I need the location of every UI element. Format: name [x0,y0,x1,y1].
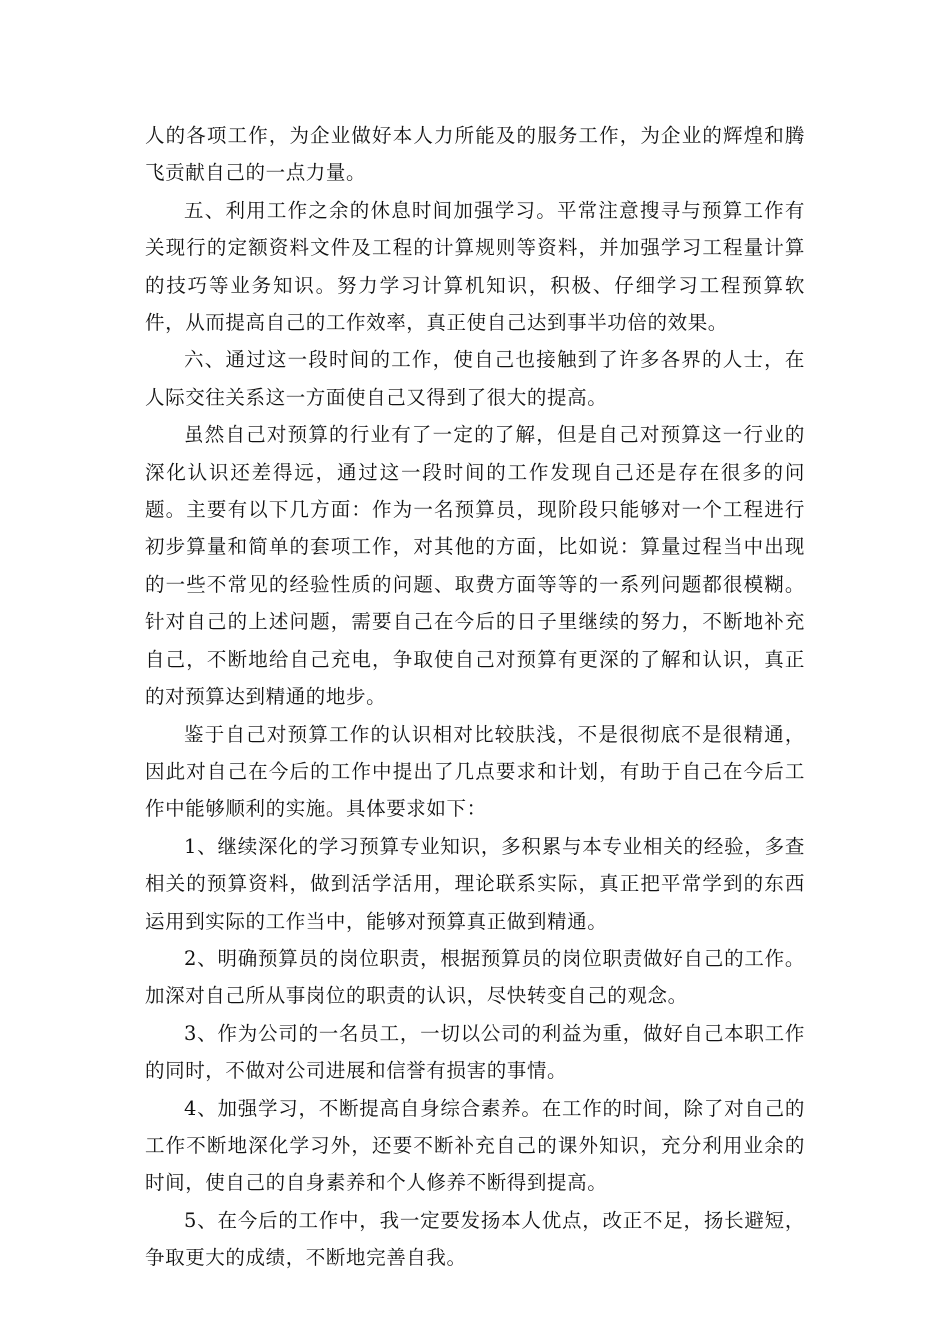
paragraph-requirement-4: 4、加强学习，不断提高自身综合素养。在工作的时间，除了对自己的工作不断地深化学习外，还要不断补充自己的课外知识，充分利用业余的时间，使自己的自身素养和个人修养不断得到提高。 [145,1096,805,1195]
paragraph-requirement-5: 5、在今后的工作中，我一定要发扬本人优点，改正不足，扬长避短，争取更大的成绩，不断地完善自我。 [145,1208,805,1270]
document-body [145,117,805,1277]
paragraph-continuation: 人的各项工作，为企业做好本人力所能及的服务工作，为企业的辉煌和腾飞贡献自己的一点力量。 [145,124,805,185]
paragraph-requirement-1: 1、继续深化的学习预算专业知识，多积累与本专业相关的经验，多查相关的预算资料，做到活学活用，理论联系实际，真正把平常学到的东西运用到实际的工作当中，能够对预算真正做到精通。 [145,834,805,933]
paragraph-shortcomings: 虽然自己对预算的行业有了一定的了解，但是自己对预算这一行业的深化认识还差得远，通过这一段时间的工作发现自己还是存在很多的问题。主要有以下几方面：作为一名预算员，现阶段只能够对一个工程进行初步算量和简单的套项工作，对其他的方面，比如说：算量过程当中出现的一些不常见的经验性质的问题、取费方面等等的一系列问题都很模糊。针对自己的上述问题，需要自己在今后的日子里继续的努力，不断地补充自己，不断地给自己充电，争取使自己对预算有更深的了解和认识，真正的对预算达到精通的地步。 [145,423,805,709]
paragraph-requirement-2: 2、明确预算员的岗位职责，根据预算员的岗位职责做好自己的工作。加深对自己所从事岗位的职责的认识，尽快转变自己的观念。 [145,946,805,1008]
paragraph-item-6: 六、通过这一段时间的工作，使自己也接触到了许多各界的人士，在人际交往关系这一方面使自己又得到了很大的提高。 [145,348,805,409]
paragraph-requirement-3: 3、作为公司的一名员工，一切以公司的利益为重，做好自己本职工作的同时，不做对公司进展和信誉有损害的事情。 [145,1021,805,1083]
paragraph-item-5: 五、利用工作之余的休息时间加强学习。平常注意搜寻与预算工作有关现行的定额资料文件及工程的计算规则等资料，并加强学习工程量计算的技巧等业务知识。努力学习计算机知识，积极、仔细学习工程预算软件，从而提高自己的工作效率，真正使自己达到事半功倍的效果。 [145,198,805,335]
paragraph-plan-intro: 鉴于自己对预算工作的认识相对比较肤浅，不是很彻底不是很精通，因此对自己在今后的工作中提出了几点要求和计划，有助于自己在今后工作中能够顺利的实施。具体要求如下： [145,722,805,821]
